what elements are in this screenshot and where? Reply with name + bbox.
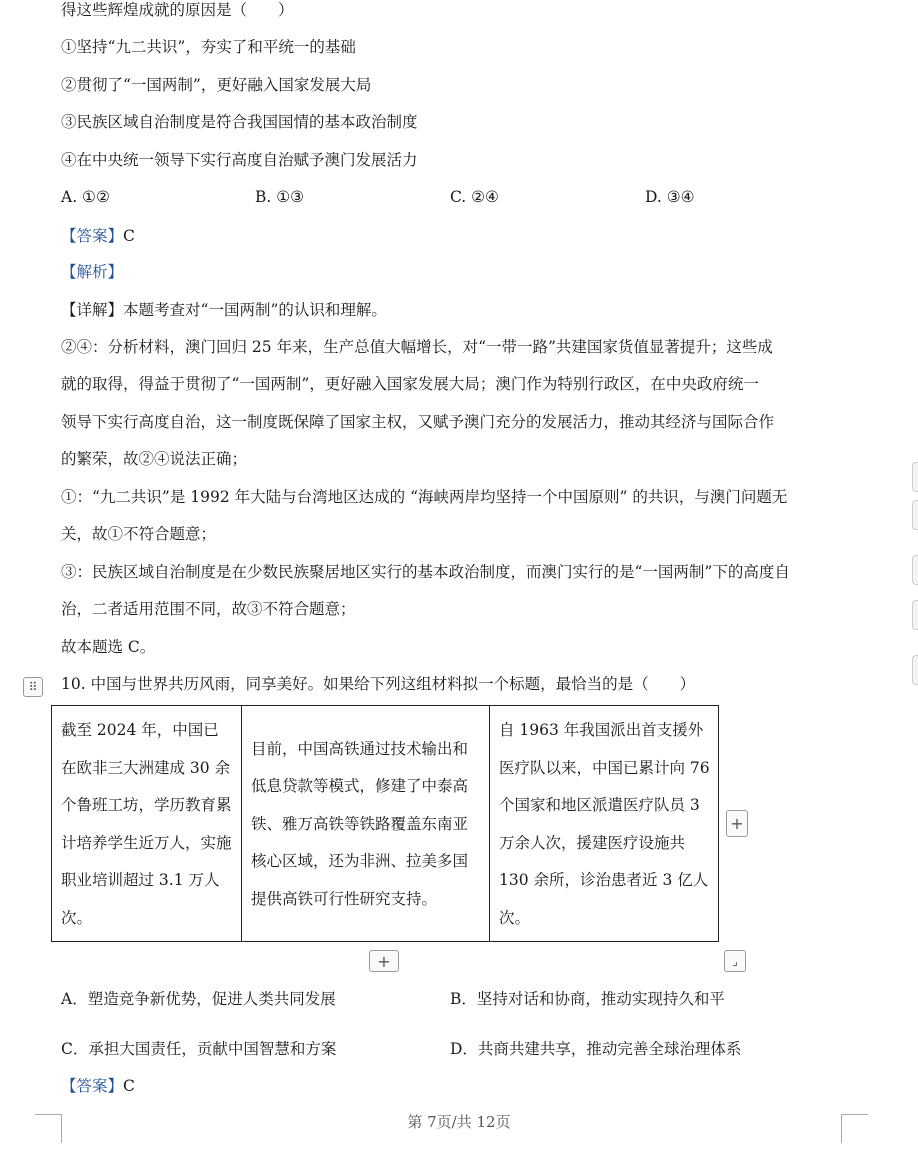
side-tab[interactable] bbox=[912, 555, 918, 585]
detail-tag: 【详解】 bbox=[61, 301, 124, 319]
option-a: A. ①② bbox=[61, 188, 110, 206]
statement-2: ②贯彻了“一国两制”，更好融入国家发展大局 bbox=[61, 76, 372, 94]
explanation-line: 的繁荣，故②④说法正确； bbox=[61, 450, 248, 468]
side-tab[interactable] bbox=[912, 462, 918, 492]
explanation-line: 关，故①不符合题意； bbox=[61, 525, 217, 543]
detail-line bbox=[61, 299, 387, 321]
page-footer: 第 7页/共 12页 bbox=[407, 1113, 511, 1131]
question-stem-tail: 得这些辉煌成就的原因是（ ） bbox=[61, 1, 294, 19]
side-tab[interactable] bbox=[912, 500, 918, 530]
q10-option-b: B．坚持对话和协商，推动实现持久和平 bbox=[450, 990, 725, 1008]
add-column-button[interactable]: + bbox=[726, 810, 748, 837]
side-tab[interactable] bbox=[912, 655, 918, 685]
answer-tag: 【答案】 bbox=[61, 227, 124, 245]
option-d: D. ③④ bbox=[645, 188, 695, 206]
material-cell-3[interactable]: 自 1963 年我国派出首支援外医疗队以来，中国已累计向 76 个国家和地区派遣医疗队员 3 万余人次，援建医疗设施共 130 余所，诊治患者近 3 亿人次。 bbox=[490, 706, 719, 942]
statement-4: ④在中央统一领导下实行高度自治赋予澳门发展活力 bbox=[61, 151, 418, 169]
drag-handle-icon[interactable]: ⠿ bbox=[23, 677, 43, 697]
conclusion-line: 故本题选 C。 bbox=[61, 638, 156, 656]
analysis-label: 【解析】 bbox=[61, 263, 124, 281]
material-cell-1[interactable]: 截至 2024 年，中国已在欧非三大洲建成 30 余个鲁班工坊，学历教育累计培养学生近万人，实施职业培训超过 3.1 万人次。 bbox=[52, 706, 242, 942]
q10-answer-tag: 【答案】 bbox=[61, 1077, 124, 1095]
question-10-stem: 10. 中国与世界共历风雨，同享美好。如果给下列这组材料拟一个标题，最恰当的是（ ） bbox=[61, 675, 696, 693]
explanation-line: 领导下实行高度自治，这一制度既保障了国家主权，又赋予澳门充分的发展活力，推动其经济与国际合作 bbox=[61, 413, 775, 431]
statement-3: ③民族区域自治制度是符合我国国情的基本政治制度 bbox=[61, 113, 418, 131]
add-row-button[interactable]: + bbox=[369, 950, 399, 972]
option-c: C. ②④ bbox=[450, 188, 499, 206]
detail-text: 本题考查对“一国两制”的认识和理解。 bbox=[123, 301, 387, 319]
option-b: B. ①③ bbox=[255, 188, 305, 206]
analysis-tag bbox=[61, 261, 123, 283]
explanation-line: 治，二者适用范围不同，故③不符合题意； bbox=[61, 600, 356, 618]
explanation-line: ②④：分析材料，澳门回归 25 年来，生产总值大幅增长，对“一带一路”共建国家货值显著提升；这些成 bbox=[61, 338, 773, 356]
statement-1: ①坚持“九二共识”，夯实了和平统一的基础 bbox=[61, 38, 356, 56]
table-resize-icon[interactable]: ⌟ bbox=[724, 950, 746, 972]
q10-answer-line bbox=[61, 1075, 135, 1097]
material-table bbox=[51, 705, 719, 942]
explanation-line: ①：“九二共识”是 1992 年大陆与台湾地区达成的 “海峡两岸均坚持一个中国原则” 的共识，与澳门问题无 bbox=[61, 488, 788, 506]
explanation-line: 就的取得，得益于贯彻了“一国两制”，更好融入国家发展大局；澳门作为特别行政区，在中央政府统一 bbox=[61, 375, 759, 393]
q10-option-a: A．塑造竞争新优势，促进人类共同发展 bbox=[61, 990, 336, 1008]
q10-option-d: D．共商共建共享，推动完善全球治理体系 bbox=[450, 1040, 742, 1058]
q10-option-c: C．承担大国责任，贡献中国智慧和方案 bbox=[61, 1040, 337, 1058]
material-cell-2[interactable]: 目前，中国高铁通过技术输出和低息贷款等模式，修建了中泰高铁、雅万高铁等铁路覆盖东南亚核心区域，还为非洲、拉美多国提供高铁可行性研究支持。 bbox=[242, 706, 490, 942]
answer-line bbox=[61, 225, 135, 247]
side-tab[interactable] bbox=[912, 600, 918, 630]
answer-value: C bbox=[123, 227, 135, 245]
explanation-line: ③：民族区域自治制度是在少数民族聚居地区实行的基本政治制度，而澳门实行的是“一国两制”下的高度自 bbox=[61, 563, 790, 581]
q10-answer-value: C bbox=[123, 1077, 135, 1095]
